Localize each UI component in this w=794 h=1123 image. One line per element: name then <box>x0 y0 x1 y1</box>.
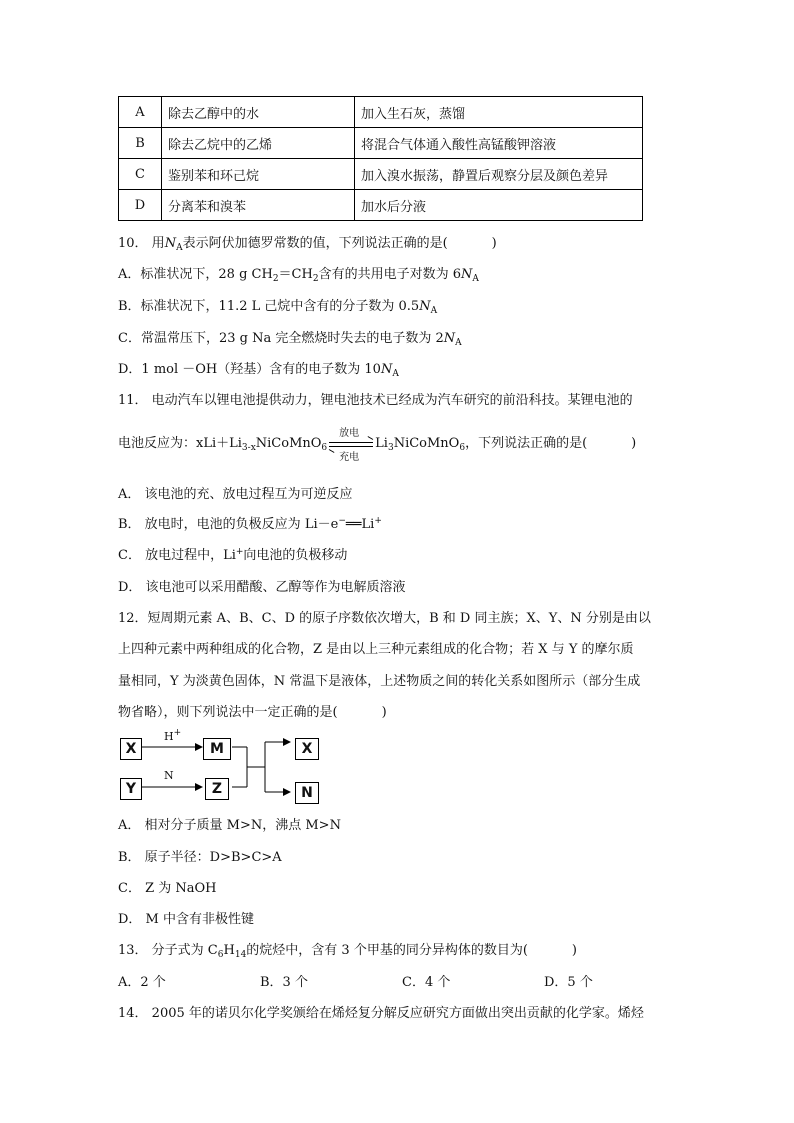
table-row <box>119 128 643 159</box>
node-y: Y <box>120 778 142 800</box>
table-row <box>119 190 643 221</box>
table-cell-a: 除去乙烷中的乙烯 <box>162 128 355 159</box>
q11-stem-line2: 电池反应为：$xLi+Li_{3-x}NiCoMnO_6$ 放电 充电 $Li_3NiCoMnO_6$，下列说法正确的是( ) <box>118 427 637 463</box>
q12-stem-line1: 12．短周期元素 A、B、C、D 的原子序数依次增大，B 和 D 同主族；X、Y、N 分别是由以 <box>118 611 651 626</box>
q13-option-b: B．3 个 <box>260 975 308 990</box>
table-cell-k: C <box>119 159 162 190</box>
q10-option-d: D．1 mol －OH（羟基）含有的电子数为 $10N_A$ <box>118 362 399 379</box>
q12-stem-line4: 物省略），则下列说法中一定正确的是( ) <box>118 705 387 720</box>
label-h-plus: H+ <box>164 728 182 743</box>
q13-options <box>118 971 686 990</box>
reversible-arrow: 放电 充电 <box>329 436 373 452</box>
q12-option-a: A． 相对分子质量 M>N，沸点 M>N <box>118 818 341 833</box>
q11-option-b: B． 放电时，电池的负极反应为 Li－e−══Li+ <box>118 516 382 532</box>
q11-option-d: D． 该电池可以采用醋酸、乙醇等作为电解质溶液 <box>118 580 406 595</box>
q13-stem: 13． 分子式为 $C_6H_{14}$的烷烃中，含有 3 个甲基的同分异构体的数目为( ) <box>118 943 577 960</box>
table-cell-b: 加入溴水振荡，静置后观察分层及颜色差异 <box>355 159 643 190</box>
q10-stem: 10． 用$N_A$表示阿伏加德罗常数的值，下列说法正确的是( ) <box>118 236 497 253</box>
q11-stem-line1: 11． 电动汽车以锂电池提供动力，锂电池技术已经成为汽车研究的前沿科技。某锂电池的 <box>118 393 633 408</box>
q13-option-d: D．5 个 <box>544 975 593 990</box>
q14-stem-line1: 14． 2005 年的诺贝尔化学奖颁给在烯烃复分解反应研究方面做出突出贡献的化学家。烯烃 <box>118 1006 644 1021</box>
node-x: X <box>120 738 142 760</box>
table-cell-k: D <box>119 190 162 221</box>
q10-option-b: B．标准状况下，11.2 L 己烷中含有的分子数为 $0.5N_A$ <box>118 299 438 316</box>
node-z: Z <box>205 778 229 800</box>
table-cell-k: A <box>119 97 162 128</box>
label-n: N <box>164 769 174 782</box>
q12-option-c: C． Z 为 NaOH <box>118 881 217 896</box>
table-row <box>119 97 643 128</box>
table-cell-a: 分离苯和溴苯 <box>162 190 355 221</box>
q12-stem-line3: 量相同，Y 为淡黄色固体，N 常温下是液体，上述物质之间的转化关系如图所示（部分生成 <box>118 674 641 689</box>
table-cell-k: B <box>119 128 162 159</box>
q12-option-d: D． M 中含有非极性键 <box>118 912 254 927</box>
q12-option-b: B． 原子半径：D>B>C>A <box>118 850 282 865</box>
table-cell-b: 将混合气体通入酸性高锰酸钾溶液 <box>355 128 643 159</box>
table-row <box>119 159 643 190</box>
table-cell-a: 鉴别苯和环己烷 <box>162 159 355 190</box>
node-x-product: X <box>295 738 319 760</box>
options-table <box>118 96 643 221</box>
q13-option-a: A．2 个 <box>118 975 166 990</box>
q10-option-a: A．标准状况下，28 g $CH_2=CH_2$含有的共用电子对数为 $6N_A$ <box>118 267 479 284</box>
q10-option-c: C．常温常压下，23 g Na 完全燃烧时失去的电子数为 $2N_A$ <box>118 331 462 348</box>
table-cell-b: 加入生石灰，蒸馏 <box>355 97 643 128</box>
table-cell-b: 加水后分液 <box>355 190 643 221</box>
node-m: M <box>203 738 231 760</box>
q11-option-a: A． 该电池的充、放电过程互为可逆反应 <box>118 487 353 502</box>
q13-option-c: C．4 个 <box>402 975 451 990</box>
q12-stem-line2: 上四种元素中两种组成的化合物，Z 是由以上三种元素组成的化合物；若 X 与 Y 的摩尔质 <box>118 642 634 657</box>
q11-option-c: C． 放电过程中，Li+向电池的负极移动 <box>118 547 348 563</box>
node-n-product: N <box>295 782 319 804</box>
table-cell-a: 除去乙醇中的水 <box>162 97 355 128</box>
